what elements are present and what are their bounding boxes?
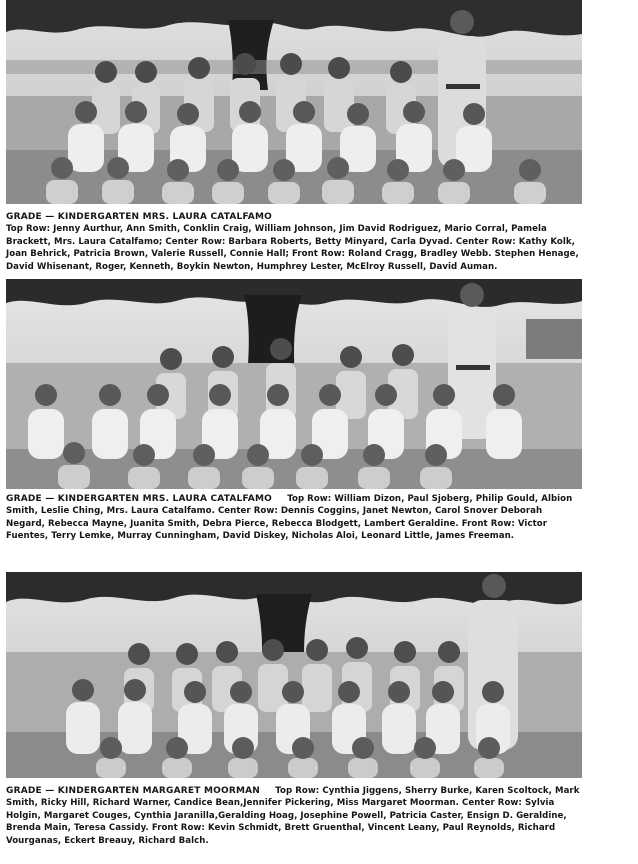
caption-2-header: GRADE — KINDERGARTEN MRS. LAURA CATALFAMO	[6, 494, 272, 504]
class-photo-2-image	[6, 279, 582, 489]
class-photo-3	[6, 572, 582, 778]
caption-1-header: GRADE — KINDERGARTEN MRS. LAURA CATALFAMO	[6, 212, 272, 222]
class-photo-2	[6, 279, 582, 489]
caption-3	[6, 785, 584, 847]
caption-1	[6, 211, 584, 273]
caption-3-header: GRADE — KINDERGARTEN MARGARET MOORMAN	[6, 786, 260, 796]
class-photo-3-image	[6, 572, 582, 778]
class-photo-1	[6, 0, 582, 204]
class-photo-1-image	[6, 0, 582, 204]
caption-2-text	[6, 493, 584, 543]
caption-1-roster: Top Row: Jenny Aurthur, Ann Smith, Conklin Craig, William Johnson, Jim David Rodriguez, Mario Corral, Pamela Brackett, Mrs. Laura Catalfamo; Center Row: Barbara Roberts, Betty Minyard, Carla Dyvad. Center Row: Kathy Kolk, Joan Behrick, Patricia Brown, Valerie Russell, Connie Hall; Front Row: Roland Cragg, Bradley Webb. Stephen Henage, David Whisenant, Roger, Kenneth, Boykin Newton, Humphrey Lester, McElroy Russell, David Auman.	[6, 224, 579, 272]
caption-3-roster: Top Row: Cynthia Jiggens, Sherry Burke, Karen Scoltock, Mark Smith, Ricky Hill, Richard Warner, Candice Bean,Jennifer Pickering, Miss Margaret Moorman. Center Row: Sylvia Holgin, Margaret Couges, Cynthia Jaranilla,Geralding Hoag, Josephine Powell, Patricia Caster, Ensign D. Geraldine, Brenda Main, Teresa Cassidy. Front Row: Kevin Schmidt, Brett Gruenthal, Vincent Leany, Paul Reynolds, Richard Vourganas, Eckert Breauy, Richard Balch.	[6, 786, 580, 846]
caption-2-roster: Top Row: William Dizon, Paul Sjoberg, Philip Gould, Albion Smith, Leslie Ching, Mrs. Laura Catalfamo. Center Row: Dennis Coggins, Janet Newton, Carol Snover Deborah Negard, Rebecca Mayne, Juanita Smith, Debra Pierce, Rebecca Blodgett, Lambert Geraldine. Front Row: Victor Fuentes, Terry Lemke, Murray Cunningham, David Diskey, Nicholas Aloi, Leonard Little, James Freeman.	[6, 494, 573, 542]
caption-3-text	[6, 785, 584, 847]
caption-2	[6, 493, 584, 543]
